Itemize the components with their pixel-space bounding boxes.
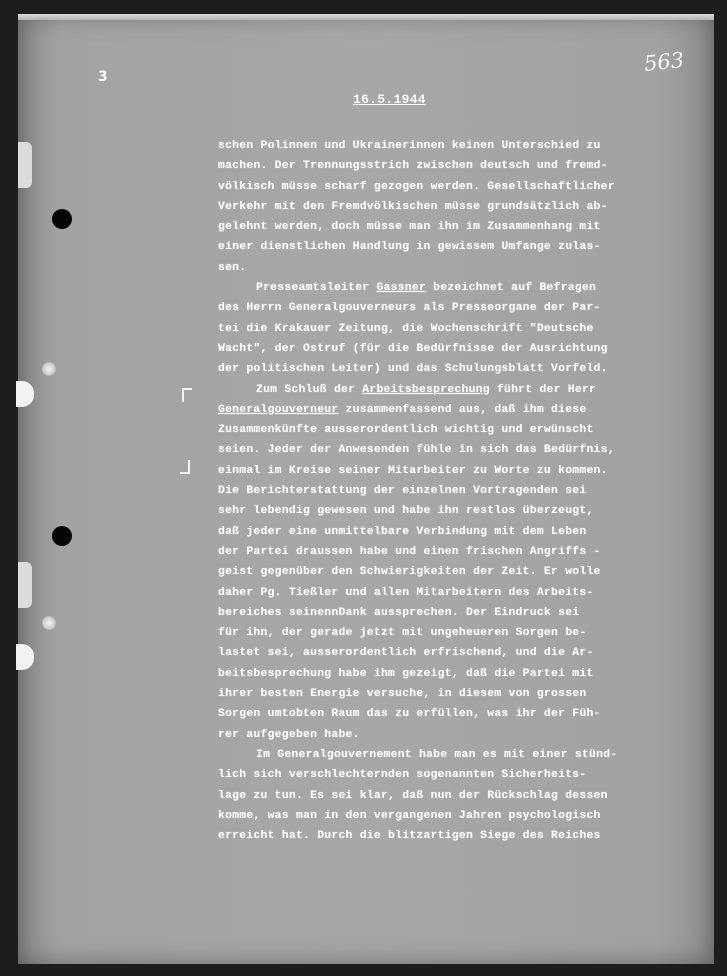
text-line	[218, 522, 688, 542]
text-line	[218, 156, 688, 176]
text-line	[218, 380, 688, 400]
text-segment: Wacht", der Ostruf (für die Bedürfnisse der Ausrichtung	[218, 342, 608, 355]
text-line	[218, 806, 688, 826]
text-segment: erreicht hat. Durch die blitzartigen Siege des Reiches	[218, 830, 601, 843]
paragraph	[218, 745, 688, 846]
text-line	[218, 217, 688, 237]
text-segment: Im Generalgouvernement habe man es mit einer stünd-	[256, 748, 618, 761]
text-segment: seien. Jeder der Anwesenden fühle in sich das Bedürfnis,	[218, 444, 615, 457]
text-line	[218, 562, 688, 582]
text-line	[218, 237, 688, 257]
text-segment: der politischen Leiter) und das Schulungsblatt Vorfeld.	[218, 363, 608, 376]
text-line	[218, 623, 688, 643]
text-line	[218, 826, 688, 846]
document-page	[18, 14, 714, 964]
text-line	[218, 603, 688, 623]
text-line	[218, 583, 688, 603]
binder-ring-reflection	[42, 362, 56, 376]
text-line	[218, 765, 688, 785]
punch-hole	[52, 526, 72, 546]
page-edge-hole	[16, 644, 34, 670]
text-line	[218, 725, 688, 745]
paragraph	[218, 136, 688, 278]
text-line	[218, 786, 688, 806]
text-line	[218, 684, 688, 704]
text-segment: Zum Schluß der	[256, 383, 363, 396]
text-segment: Zusammenkünfte ausserordentlich wichtig und erwünscht	[218, 424, 594, 437]
text-segment: der Partei draussen habe und einen frischen Angriffs -	[218, 545, 601, 558]
text-line	[218, 501, 688, 521]
text-segment: des Herrn Generalgouverneurs als Presseorgane der Par-	[218, 302, 601, 315]
text-segment: völkisch müsse scharf gezogen werden. Gesellschaftlicher	[218, 180, 615, 193]
text-line	[218, 319, 688, 339]
margin-bracket-open	[182, 388, 192, 402]
page-number-mark: 3	[98, 69, 108, 85]
text-segment: sehr lebendig gewesen und habe ihn restlos überzeugt,	[218, 505, 594, 518]
text-segment: Presseamtsleiter	[256, 282, 377, 295]
text-segment: Verkehr mit den Fremdvölkischen müsse grundsätzlich ab-	[218, 200, 608, 213]
underlined-term: Arbeitsbesprechung	[362, 383, 490, 396]
text-segment: einer dienstlichen Handlung in gewissem Umfange zulas-	[218, 241, 601, 254]
text-segment: Sorgen umtobten Raum das zu erfüllen, was ihr der Füh-	[218, 708, 601, 721]
text-segment: lastet sei, ausserordentlich erfrischend, und die Ar-	[218, 647, 594, 660]
text-line	[218, 420, 688, 440]
text-segment: gelehnt werden, doch müsse man ihn im Zusammenhang mit	[218, 221, 601, 234]
text-line	[218, 258, 688, 278]
text-line	[218, 704, 688, 724]
text-line	[218, 177, 688, 197]
document-body	[218, 136, 688, 846]
text-segment: daher Pg. Tießler und allen Mitarbeitern des Arbeits-	[218, 586, 594, 599]
text-line	[218, 745, 688, 765]
text-segment: schen Polinnen und Ukrainerinnen keinen Unterschied zu	[218, 140, 601, 152]
binder-ring-reflection	[42, 616, 56, 630]
text-segment: machen. Der Trennungsstrich zwischen deutsch und fremd-	[218, 160, 608, 173]
text-line	[218, 339, 688, 359]
text-line	[218, 664, 688, 684]
text-segment: tei die Krakauer Zeitung, die Wochenschrift "Deutsche	[218, 322, 594, 335]
page-edge-tab	[18, 562, 32, 608]
text-segment: beitsbesprechung habe ihm gezeigt, daß die Partei mit	[218, 667, 594, 680]
text-segment: zusammenfassend aus, daß ihm diese	[338, 403, 587, 416]
underlined-term: Generalgouverneur	[218, 403, 339, 416]
paragraph	[218, 278, 688, 379]
page-edge-tab	[18, 142, 32, 188]
document-date: 16.5.1944	[353, 92, 426, 107]
text-segment: bezeichnet auf Befragen	[426, 282, 597, 295]
text-segment: bereiches seinennDank aussprechen. Der Eindruck sei	[218, 606, 580, 619]
punch-hole	[52, 209, 72, 229]
text-line	[218, 136, 688, 156]
paragraph	[218, 380, 688, 745]
text-line	[218, 461, 688, 481]
text-line	[218, 278, 688, 298]
text-segment: komme, was man in den vergangenen Jahren psychologisch	[218, 809, 601, 822]
text-segment: rer aufgegeben habe.	[218, 728, 360, 741]
text-line	[218, 643, 688, 663]
text-segment: ihrer besten Energie versuche, in diesem von grossen	[218, 688, 587, 701]
text-segment: lage zu tun. Es sei klar, daß nun der Rückschlag dessen	[218, 789, 608, 802]
text-line	[218, 298, 688, 318]
text-line	[218, 481, 688, 501]
page-edge-hole	[16, 381, 34, 407]
text-line	[218, 440, 688, 460]
text-segment: lich sich verschlechternden sogenannten Sicherheits-	[218, 769, 587, 782]
folio-number: 563	[642, 47, 686, 77]
text-line	[218, 197, 688, 217]
text-segment: daß jeder eine unmittelbare Verbindung mit dem Leben	[218, 525, 587, 538]
text-segment: führt der Herr	[489, 383, 597, 396]
text-line	[218, 400, 688, 420]
underlined-term: Gassner	[376, 282, 427, 295]
text-segment: einmal im Kreise seiner Mitarbeiter zu Worte zu kommen.	[218, 464, 608, 477]
text-segment: geist gegenüber den Schwierigkeiten der Zeit. Er wolle	[218, 566, 601, 579]
text-segment: sen.	[218, 261, 247, 274]
text-segment: Die Berichterstattung der einzelnen Vortragenden sei	[218, 485, 587, 498]
text-segment: für ihn, der gerade jetzt mit ungeheueren Sorgen be-	[218, 627, 587, 640]
text-line	[218, 542, 688, 562]
text-line	[218, 359, 688, 379]
margin-bracket-close	[180, 460, 190, 474]
